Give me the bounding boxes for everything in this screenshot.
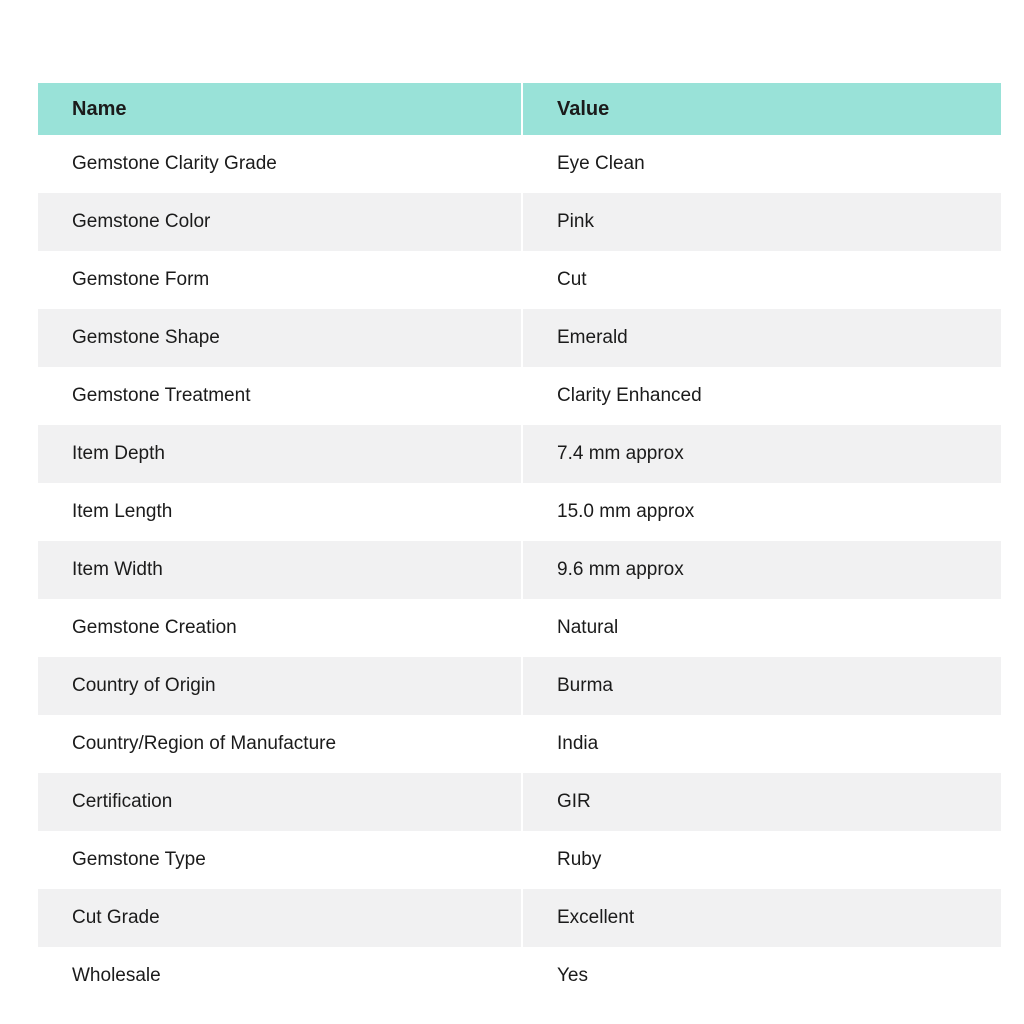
row-value-cell: Pink xyxy=(523,193,1001,251)
row-value-cell: GIR xyxy=(523,773,1001,831)
row-value-cell: Eye Clean xyxy=(557,153,645,174)
row-name-cell: Gemstone Shape xyxy=(38,309,523,367)
table-row xyxy=(38,599,1001,657)
row-name-cell: Gemstone Creation xyxy=(38,599,523,657)
table-row xyxy=(38,947,1001,1005)
row-value-cell: Excellent xyxy=(523,889,1001,947)
table-row xyxy=(38,773,1001,831)
table-row xyxy=(38,483,1001,541)
row-value-cell: 9.6 mm approx xyxy=(523,541,1001,599)
row-value-cell: Ruby xyxy=(557,849,602,870)
table-row xyxy=(38,425,1001,483)
row-value-cell: Yes xyxy=(557,965,588,986)
table-row xyxy=(38,193,1001,251)
row-name-cell: Country of Origin xyxy=(38,657,523,715)
table-row xyxy=(38,541,1001,599)
row-name-cell: Gemstone Treatment xyxy=(38,367,523,425)
table-row xyxy=(38,715,1001,773)
column-header-name: Name xyxy=(38,83,523,135)
column-header-value: Value xyxy=(523,83,1001,135)
table-row xyxy=(38,251,1001,309)
table-row xyxy=(38,831,1001,889)
row-name-cell: Item Depth xyxy=(38,425,523,483)
row-value-cell: Clarity Enhanced xyxy=(557,385,702,406)
row-name-cell: Gemstone Clarity Grade xyxy=(38,135,523,193)
row-value-cell: Cut xyxy=(557,269,587,290)
row-value-cell: Natural xyxy=(557,617,619,638)
row-value-cell: 7.4 mm approx xyxy=(523,425,1001,483)
table-header-row xyxy=(38,83,1001,135)
row-name-cell: Country/Region of Manufacture xyxy=(38,715,523,773)
row-name-cell: Cut Grade xyxy=(38,889,523,947)
row-name-cell: Item Width xyxy=(38,541,523,599)
row-value-cell: Burma xyxy=(523,657,1001,715)
row-name-cell: Gemstone Form xyxy=(38,251,523,309)
row-value-cell: 15.0 mm approx xyxy=(557,501,695,522)
row-name-cell: Item Length xyxy=(38,483,523,541)
row-value-cell: Emerald xyxy=(523,309,1001,367)
table-row xyxy=(38,135,1001,193)
table-row xyxy=(38,309,1001,367)
table-row xyxy=(38,889,1001,947)
table-row xyxy=(38,657,1001,715)
table-row xyxy=(38,367,1001,425)
row-name-cell: Gemstone Color xyxy=(38,193,523,251)
row-value-cell: India xyxy=(557,733,599,754)
item-specifics-table xyxy=(38,83,1001,1005)
row-name-cell: Wholesale xyxy=(38,947,523,1005)
row-name-cell: Certification xyxy=(38,773,523,831)
row-name-cell: Gemstone Type xyxy=(38,831,523,889)
table-body xyxy=(38,135,1001,1005)
